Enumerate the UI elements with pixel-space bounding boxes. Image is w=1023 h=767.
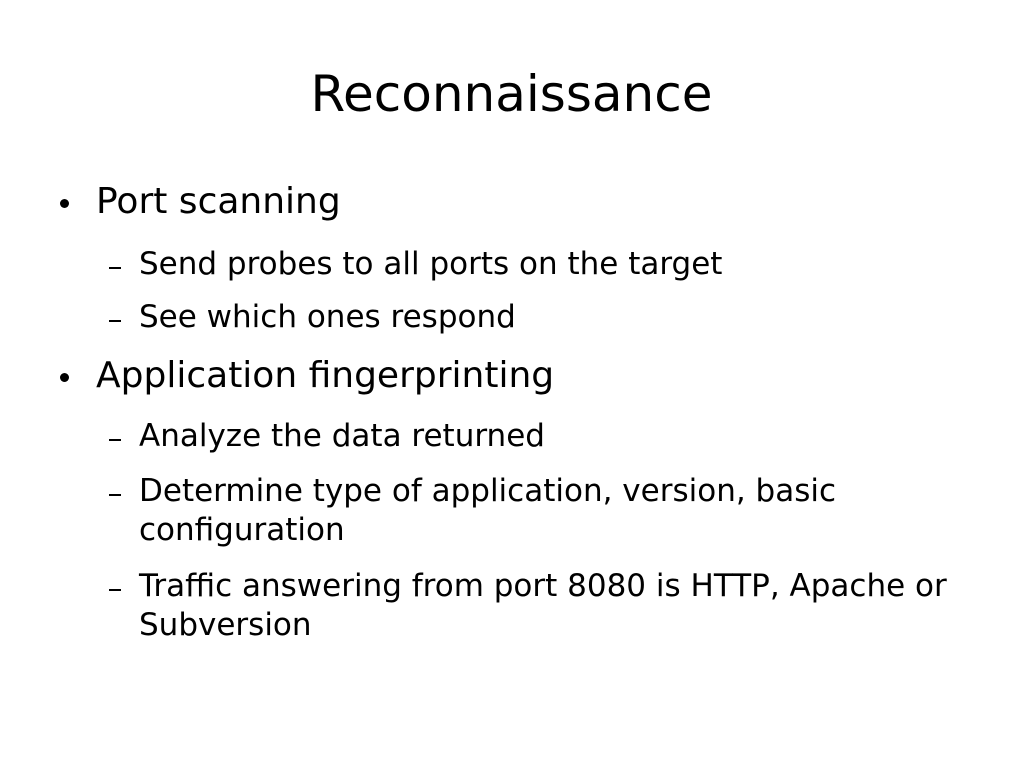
bullet-application-fingerprinting [96,354,554,398]
subbullet-text: See which ones respond [139,299,516,335]
subbullet-analyze-data [139,417,979,456]
bullet-dot-icon [60,373,69,382]
subbullet-dash-icon [109,439,121,441]
bullet-port-scanning [96,180,341,224]
subbullet-text: Determine type of application, version, basic configuration [139,473,837,548]
subbullet-traffic-port-8080 [139,567,959,645]
subbullet-text: Analyze the data returned [139,418,545,454]
subbullet-see-which-respond [139,298,979,337]
subbullet-dash-icon [109,320,121,322]
subbullet-send-probes [139,245,979,284]
subbullet-text: Traffic answering from port 8080 is HTTP, Apache or Subversion [139,568,947,643]
bullet-text: Port scanning [96,181,341,222]
subbullet-determine-type [139,472,899,550]
bullet-dot-icon [60,199,69,208]
slide-title: Reconnaissance [310,65,713,123]
subbullet-dash-icon [109,267,121,269]
subbullet-text: Send probes to all ports on the target [139,246,723,282]
subbullet-dash-icon [109,494,121,496]
subbullet-dash-icon [109,589,121,591]
bullet-text: Application fingerprinting [96,355,555,396]
